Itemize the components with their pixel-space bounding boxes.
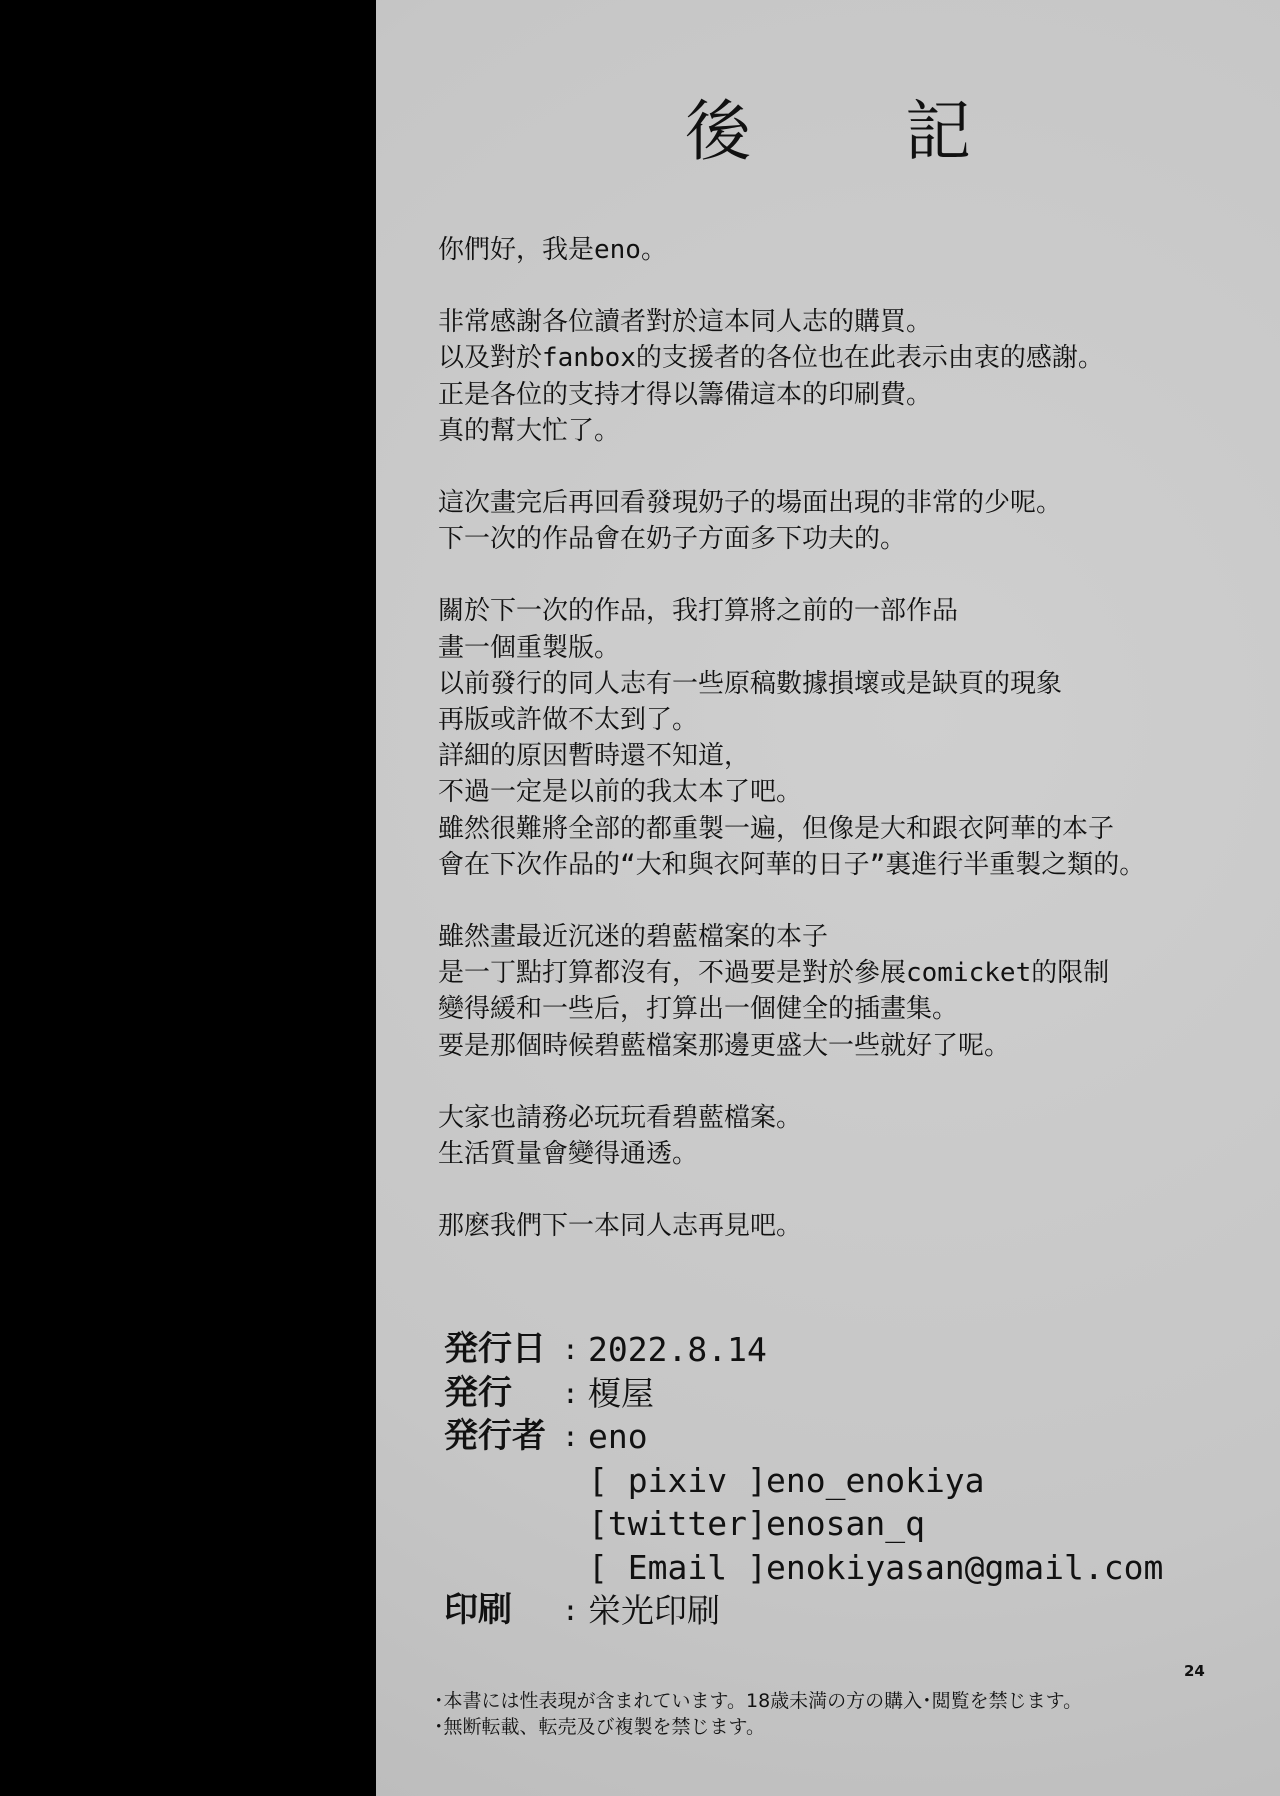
separator: :: [562, 1333, 579, 1366]
text-line: 變得緩和一些后，打算出一個健全的插畫集。: [438, 994, 959, 1025]
text-line: 雖然很難將全部的都重製一遍，但像是大和跟衣阿華的本子: [438, 813, 1115, 844]
paragraph-blue-archive: [438, 919, 1268, 1064]
text-line: 不過一定是以前的我太本了吧。: [438, 777, 803, 808]
text-line: 那麽我們下一本同人志再見吧。: [438, 1211, 803, 1242]
text-line: 關於下一次的作品，我打算將之前的一部作品: [438, 596, 959, 627]
separator: :: [562, 1420, 579, 1453]
text-line: 大家也請務必玩玩看碧藍檔案。: [438, 1102, 803, 1133]
email-address: enokiyasan@gmail.com: [766, 1547, 1164, 1587]
text-line: 真的幫大忙了。: [438, 415, 621, 446]
page-title: 後 記: [685, 93, 1015, 170]
twitter-row: [444, 1502, 1163, 1546]
twitter-tag: [twitter]: [588, 1504, 767, 1543]
afterword-page: [376, 0, 1280, 1796]
date-value: 2022.8.14: [588, 1330, 767, 1369]
print-value: 栄光印刷: [588, 1591, 720, 1630]
paragraph-farewell: [438, 1208, 1268, 1244]
legal-notes: [434, 1688, 1082, 1740]
publisher-value: 榎屋: [588, 1373, 654, 1413]
publisher-label: 発行: [444, 1372, 512, 1413]
afterword-body: [438, 232, 1268, 1280]
pixiv-row: [444, 1459, 1163, 1503]
paragraph-recommend: [438, 1100, 1268, 1172]
text-line: 這次畫完后再回看發現奶子的場面出現的非常的少呢。: [438, 488, 1063, 519]
separator: :: [562, 1594, 579, 1627]
text-line: 下一次的作品會在奶子方面多下功夫的。: [438, 524, 907, 555]
colophon-author-row: [444, 1415, 1163, 1459]
text-line: 是一丁點打算都沒有，不過要是對於參展comicket的限制: [438, 958, 1110, 989]
text-line: 非常感謝各位讀者對於這本同人志的購買。: [438, 307, 933, 338]
pixiv-tag: [ pixiv ]: [588, 1460, 767, 1500]
pixiv-handle: eno_enokiya: [766, 1460, 985, 1500]
text-line: 正是各位的支持才得以籌備這本的印刷費。: [438, 379, 933, 410]
author-value: eno: [588, 1417, 648, 1456]
text-line: 以前發行的同人志有一些原稿數據損壞或是缺頁的現象: [438, 668, 1063, 699]
print-label: 印刷: [444, 1590, 512, 1630]
email-row: [444, 1546, 1163, 1590]
email-tag: [ Email ]: [588, 1547, 767, 1587]
paragraph-next-work: [438, 593, 1268, 883]
page-number: 24: [1184, 1662, 1205, 1680]
colophon-print-row: [444, 1589, 1163, 1633]
text-line: 畫一個重製版。: [438, 632, 621, 663]
copyright-note: ･無断転載、転売及び複製を禁じます。: [434, 1716, 765, 1738]
text-line: 雖然畫最近沉迷的碧藍檔案的本子: [438, 922, 829, 953]
text-line: 要是那個時候碧藍檔案那邊更盛大一些就好了呢。: [438, 1030, 1011, 1061]
colophon-publisher-row: [444, 1372, 1163, 1416]
age-restriction-note: ･本書には性表現が含まれています。18歳未満の方の購入･閲覧を禁じます。: [434, 1690, 1083, 1712]
twitter-handle: enosan_q: [766, 1504, 925, 1543]
date-label: 発行日: [444, 1329, 546, 1369]
author-label: 発行者: [444, 1416, 546, 1456]
separator: :: [562, 1376, 579, 1410]
paragraph-reflection: [438, 485, 1268, 557]
paragraph-thanks: [438, 304, 1268, 449]
text-line: 詳細的原因暫時還不知道，: [438, 741, 751, 772]
text-line: 你們好，我是eno。: [438, 235, 667, 265]
paragraph-greeting: [438, 232, 1268, 268]
text-line: 生活質量會變得通透。: [438, 1139, 699, 1170]
colophon-date-row: [444, 1328, 1163, 1372]
colophon: [444, 1328, 1163, 1633]
text-line: 再版或許做不太到了。: [438, 705, 699, 736]
text-line: 會在下次作品的“大和與衣阿華的日子”裏進行半重製之類的。: [438, 849, 1146, 880]
text-line: 以及對於fanbox的支援者的各位也在此表示由衷的感謝。: [438, 343, 1104, 374]
